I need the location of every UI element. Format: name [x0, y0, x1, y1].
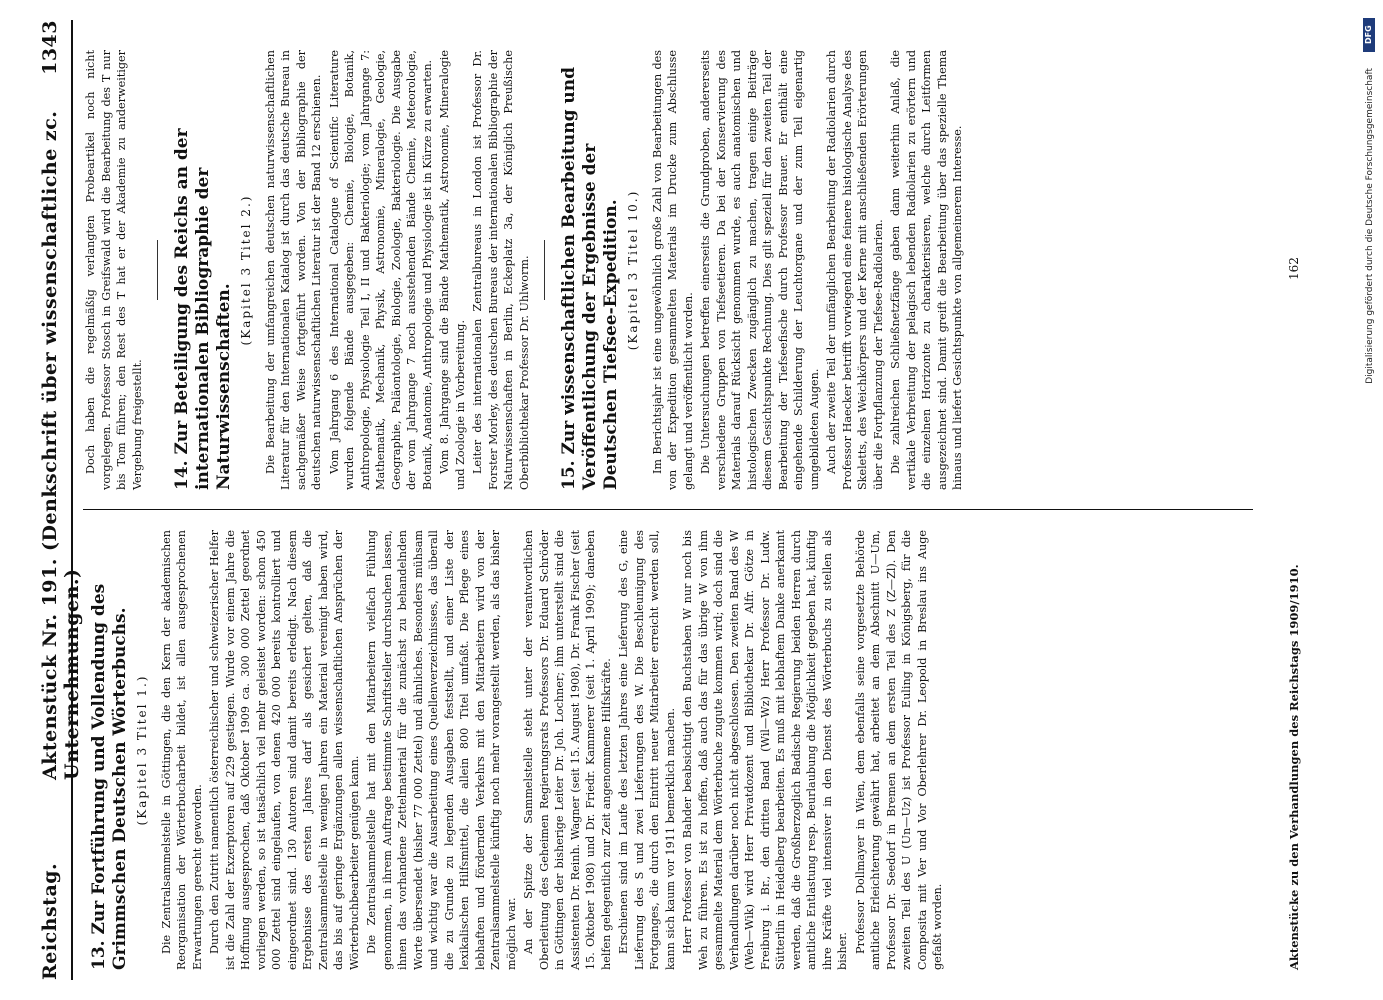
- paragraph: Die Zentralsammelstelle in Göttingen, die den Kern der akademischen Reorganisation der Wörterbucharbeit bildet, ist allen ausgesprochenen Erwartungen gerecht geworden.: [159, 530, 204, 970]
- running-header: [31, 20, 83, 980]
- paragraph: Im Berichtsjahr ist eine ungewöhnlich große Zahl von Bearbeitungen des von der Expedition gesammelten Materials im Drucke zum Abschlusse gelangt und veröffentlicht worden.: [650, 50, 695, 490]
- paragraph: Herr Professor von Bahder beabsichtigt den Buchstaben W nur noch bis Weh zu führen. Es ist zu hoffen, daß auch das für das übrige W von ihm gesammelte Material dem Wörterbuche zugute kommen wird; doch sind die Verhandlungen darüber noch nicht abgeschlossen. Den zweiten Band des W (Weh—Wik) wird Herr Privatdozent und Bibliothekar Dr. Alfr. Götze in Freiburg i. Br., den dritten Band (Wil—Wz) Herr Professor Dr. Ludw. Sütterlin in Heidelberg bearbeiten. Es muß mit lebhaftem Danke anerkannt werden, daß die Großherzoglich Badische Regierung beiden Herren durch amtliche Entlastung resp. Beurlaubung die Möglichkeit gegeben hat, künftig ihre Kräfte viel intensiver in den Dienst des Wörterbuchs zu stellen als bisher.: [681, 530, 849, 970]
- paragraph: Leiter des internationalen Zentralbureaus in London ist Professor Dr. Forster Morley, des deutschen Bureaus der internationalen Bibliographie der Naturwissenschaften in Berlin, Eckeplatz 3a, der Königlich Preußische Oberbibliothekar Professor Dr. Uhlworm.: [471, 50, 531, 490]
- left-column: [83, 530, 1273, 970]
- section-14-title: 14. Zur Beteiligung des Reichs an der internationalen Bibliographie der Naturwissenschaften.: [172, 128, 234, 490]
- header-page-number: 1343: [39, 20, 61, 75]
- header-title: Aktenstück Nr. 191. (Denkschrift über wissenschaftliche zc. Unternehmungen.): [39, 110, 83, 780]
- section-15-title: 15. Zur wissenschaftlichen Bearbeitung und Veröffentlichung der Ergebnisse der Deutschen Tiefsee-Expedition.: [559, 66, 621, 490]
- footer-source: Aktenstücke zu den Verhandlungen des Reichstags 1909/1910.: [1287, 564, 1301, 970]
- paragraph: Doch haben die regelmäßig verlangten Probeartikel noch nicht vorgelegen. Professor Stosch in Greifswald wird die Bearbeitung des T nur bis Tom führen; den Rest des T hat er der Akademie zu anderweitiger Vergebung freigestellt.: [84, 50, 144, 490]
- dfg-logo: DFG: [1363, 18, 1375, 52]
- paragraph: An der Spitze der Sammelstelle steht unter der verantwortlichen Oberleitung des Geheimen Regierungsrats Professors Dr. Eduard Schröder in Göttingen der bisherige Leiter Dr. Joh. Lochner; ihm unterstellt sind die Assistenten Dr. Reinh. Wagner (seit 15. August 1908), Dr. Frank Fischer (seit 15. Oktober 1908) und Dr. Friedr. Kammerer (seit 1. April 1909); daneben helfen gelegentlich zur Zeit angenommene Hilfskräfte.: [522, 530, 613, 970]
- footer-page-marker: 162: [1287, 257, 1301, 280]
- section-separator: [544, 240, 545, 300]
- paragraph: Die Zentralsammelstelle hat mit den Mitarbeitern vielfach Fühlung genommen, in ihrem Auftrage bestimmte Schriftsteller durchsuchen lassen, ihnen das vorhandene Zettelmaterial für die zunächst zu behandelnden Worte übersendet (bisher 77 000 Zettel) und ähnliches. Besonders mühsam und wichtig war die Ausarbeitung eines Quellenverzeichnisses, das überall die zu Grunde zu legenden Ausgaben feststellt, und einer Liste der lexikalischen Hilfsmittel, die allein 800 Titel umfaßt. Die Pflege eines lebhaften und fördernden Verkehrs mit den Mitarbeitern wird von der Zentralsammelstelle künftig noch mehr vorangestellt werden, als das bisher möglich war.: [365, 530, 518, 970]
- dfg-credit-text: Digitalisierung gefördert durch die Deutsche Forschungsgemeinschaft: [1365, 68, 1375, 384]
- paragraph: Die Untersuchungen betreffen einerseits die Grundproben, andererseits verschiedene Gruppen von Tiefseetieren. Da bei der Konservierung des Materials darauf Rücksicht genommen wurde, es auch anatomischen und histologischen Zwecken zugänglich zu machen, tragen einige Beiträge diesem Gesichtspunkte Rechnung. Dies gilt speziell für den zweiten Teil der Bearbeitung der Tiefseefische durch Professor Brauer. Er enthält eine eingehende Schilderung der Leuchtorgane und der zum Teil eigenartig umgebildeten Augen.: [699, 50, 821, 490]
- paragraph: Durch den Zutritt namentlich österreichischer und schweizerischer Helfer ist die Zahl der Exzerptoren auf 229 gestiegen. Wurde vor einem Jahre die Hoffnung ausgesprochen, daß Oktober 1909 ca. 300 000 Zettel geordnet vorliegen werden, so ist tatsächlich viel mehr geleistet worden: schon 450 000 Zettel sind eingelaufen, von denen 420 000 bereits kontrolliert und eingeordnet sind. 130 Autoren sind damit bereits erledigt. Nach diesem Ergebnisse des ersten Jahres darf als gesichert gelten, daß die Zentralsammelstelle in wenigen Jahren ein Material vereinigt haben wird, das bis auf geringe Ergänzungen allen wissenschaftlichen Ansprüchen der Wörterbuchbearbeiter genügen kann.: [208, 530, 361, 970]
- section-15-kapitel: (Kapitel 3 Titel 10.): [626, 189, 640, 351]
- paragraph: Die Bearbeitung der umfangreichen deutschen naturwissenschaftlichen Literatur für den Internationalen Katalog ist durch das deutsche Bureau in sachgemäßer Weise fortgeführt worden. Von der Bibliographie der deutschen naturwissenschaftlichen Literatur ist der Band 12 erschienen.: [263, 50, 323, 490]
- section-14-kapitel: (Kapitel 3 Titel 2.): [239, 194, 253, 346]
- rotated-page: [13, 20, 1313, 980]
- paragraph: Die zahlreichen Schließnetzfänge gaben dann weiterhin Anlaß, die vertikale Verbreitung der pelagisch lebenden Radiolarien zu erörtern und die einzelnen Horizonte zu charakterisieren, welche durch Leitformen ausgezeichnet sind. Damit greift die Bearbeitung über das spezielle Thema hinaus und liefert Gesichtspunkte von allgemeinerem Interesse.: [889, 50, 964, 490]
- right-column: [83, 50, 1273, 490]
- paragraph: Vom 8. Jahrgange sind die Bände Mathematik, Astronomie, Mineralogie und Zoologie in Vorbereitung.: [438, 50, 467, 490]
- header-reichstag: Reichstag.: [39, 862, 61, 980]
- section-13-kapitel: (Kapitel 3 Titel 1.): [135, 674, 149, 826]
- section-separator: [157, 240, 158, 300]
- section-13-title: 13. Zur Fortführung und Vollendung des Grimmschen Deutschen Wörterbuchs.: [89, 583, 130, 970]
- paragraph: Auch der zweite Teil der umfänglichen Bearbeitung der Radiolarien durch Professor Haecker betrifft vorwiegend eine feinere histologische Analyse des Skeletts, des Weichkörpers und der Kerne mit anschließenden Erörterungen über die Fortpflanzung der Tiefsee-Radiolarien.: [825, 50, 885, 490]
- column-divider: [83, 509, 1253, 510]
- paragraph: Erschienen sind im Laufe des letzten Jahres eine Lieferung des G, eine Lieferung des S und zwei Lieferungen des W. Die Beschleunigung des Fortganges, die durch den Eintritt neuer Mitarbeiter erreicht werden soll, kann sich kaum vor 1911 bemerklich machen.: [617, 530, 677, 970]
- paragraph: Vom Jahrgang 6 des International Catalogue of Scientific Literature wurden folgende Bände ausgegeben: Chemie, Biologie, Botanik, Anthropologie, Physiologie Teil I, II und Bakteriologie; vom Jahrgange 7: Mathematik, Mechanik, Physik, Astronomie, Mineralogie, Geologie, Geographie, Paläontologie, Biologie, Zoologie, Bakteriologie. Die Ausgabe der vom Jahrgange 7 noch ausstehenden Bände Chemie, Meteorologie, Botanik, Anatomie, Anthropologie und Physiologie ist in Kürze zu erwarten.: [327, 50, 434, 490]
- paragraph: Professor Dollmayer in Wien, dem ebenfalls seine vorgesetzte Behörde amtliche Erleichterung gewährt hat, arbeitet an dem Abschnitt U—Um, Professor Dr. Seedorf in Bremen an dem ersten Teil des Z (Z—Zl). Den zweiten Teil des U (Un—Uz) ist Professor Euling in Königsberg, für die Composita mit Ver und Vor Oberlehrer Dr. Leopold in Breslau ins Auge gefaßt worden.: [853, 530, 944, 970]
- dfg-sidebar: [1363, 8, 1377, 998]
